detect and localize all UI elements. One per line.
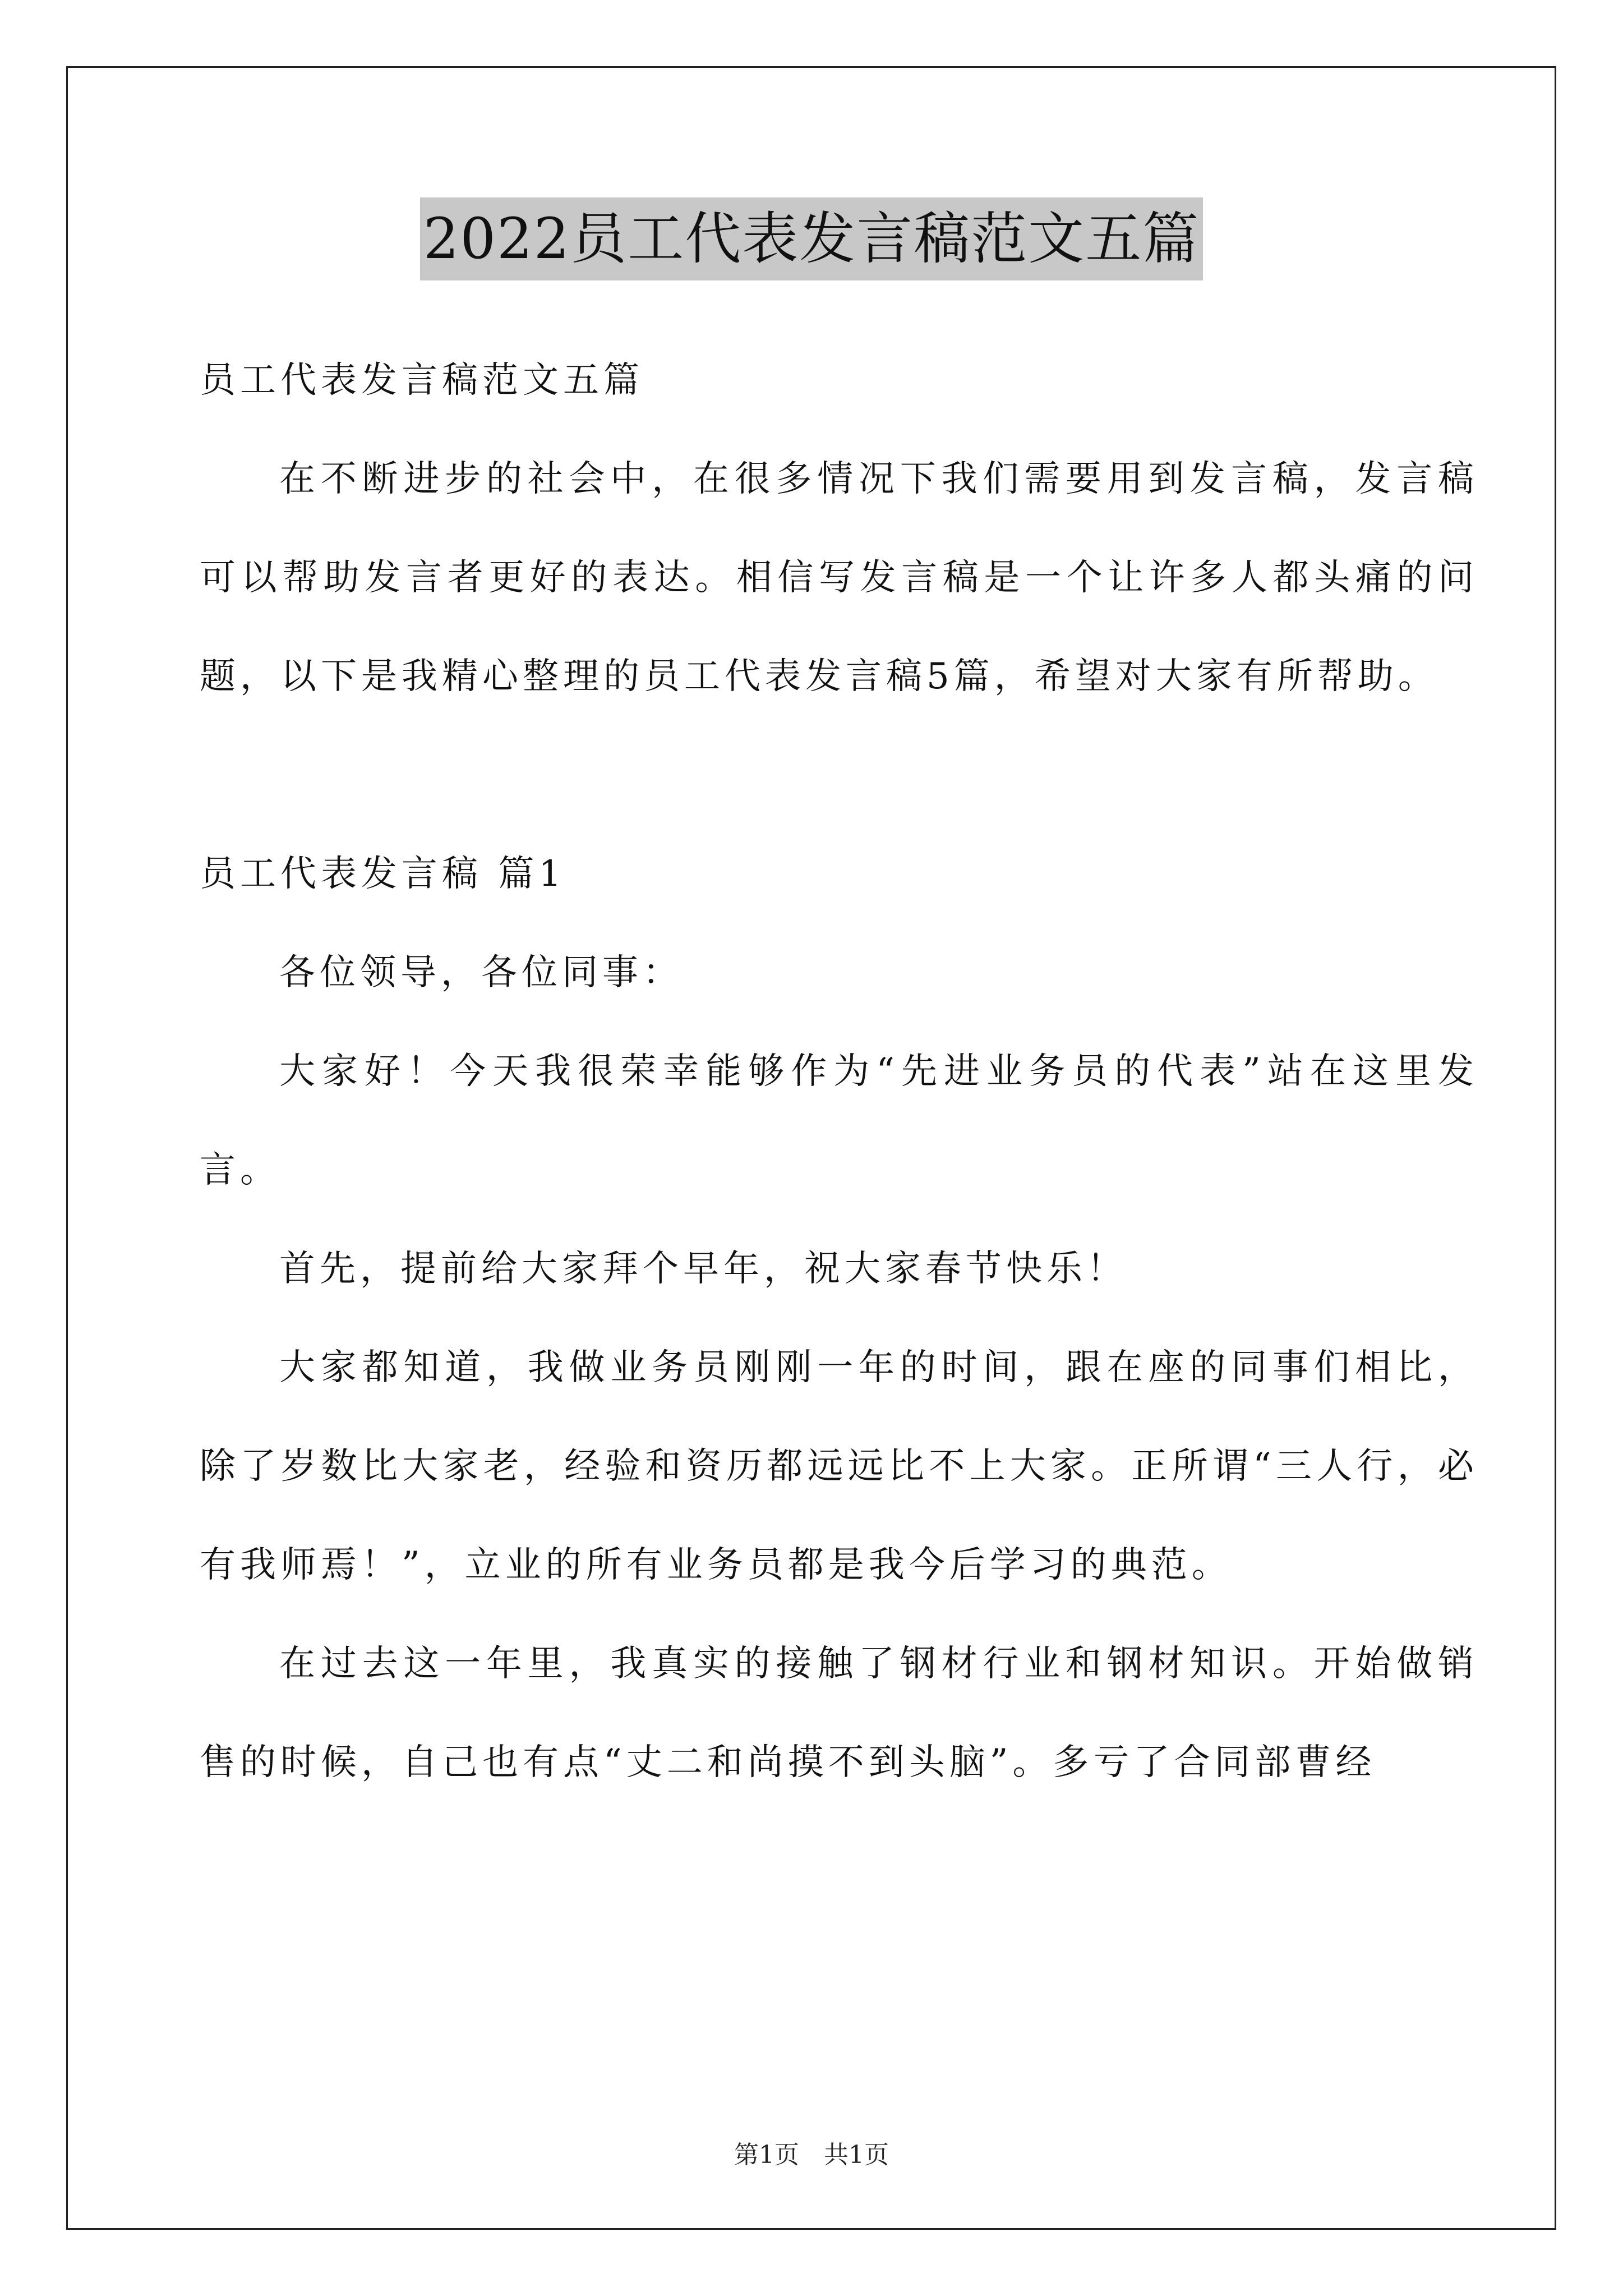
paragraph: 大家都知道，我做业务员刚刚一年的时间，跟在座的同事们相比，除了岁数比大家老，经验和资历都远远比不上大家。正所谓“三人行，必有我师焉！”，立业的所有业务员都是我今后学习的典范。 bbox=[200, 1347, 1478, 1586]
section-spacer bbox=[200, 726, 1478, 825]
paragraph: 在过去这一年里，我真实的接触了钢材行业和钢材知识。开始做销售的时候，自己也有点“丈二和尚摸不到头脑”。多亏了合同部曹经 bbox=[200, 1643, 1478, 1783]
intro-paragraph: 在不断进步的社会中，在很多情况下我们需要用到发言稿，发言稿可以帮助发言者更好的表达。相信写发言稿是一个让许多人都头痛的问题，以下是我精心整理的员工代表发言稿5篇，希望对大家有所帮助。 bbox=[200, 458, 1478, 697]
paragraph: 大家好！今天我很荣幸能够作为“先进业务员的代表”站在这里发言。 bbox=[200, 1051, 1478, 1191]
document-title: 2022员工代表发言稿范文五篇 bbox=[420, 197, 1204, 280]
document-body bbox=[200, 331, 1478, 1812]
paragraph: 首先，提前给大家拜个早年，祝大家春节快乐！ bbox=[279, 1248, 1127, 1290]
title-container bbox=[0, 197, 1623, 280]
section-heading: 员工代表发言稿 篇1 bbox=[200, 853, 566, 895]
subtitle: 员工代表发言稿范文五篇 bbox=[200, 360, 644, 401]
page-footer bbox=[0, 2134, 1623, 2170]
page-number: 第1页 bbox=[734, 2141, 799, 2169]
paragraph: 各位领导，各位同事： bbox=[279, 952, 683, 993]
page-total: 共1页 bbox=[824, 2141, 889, 2169]
